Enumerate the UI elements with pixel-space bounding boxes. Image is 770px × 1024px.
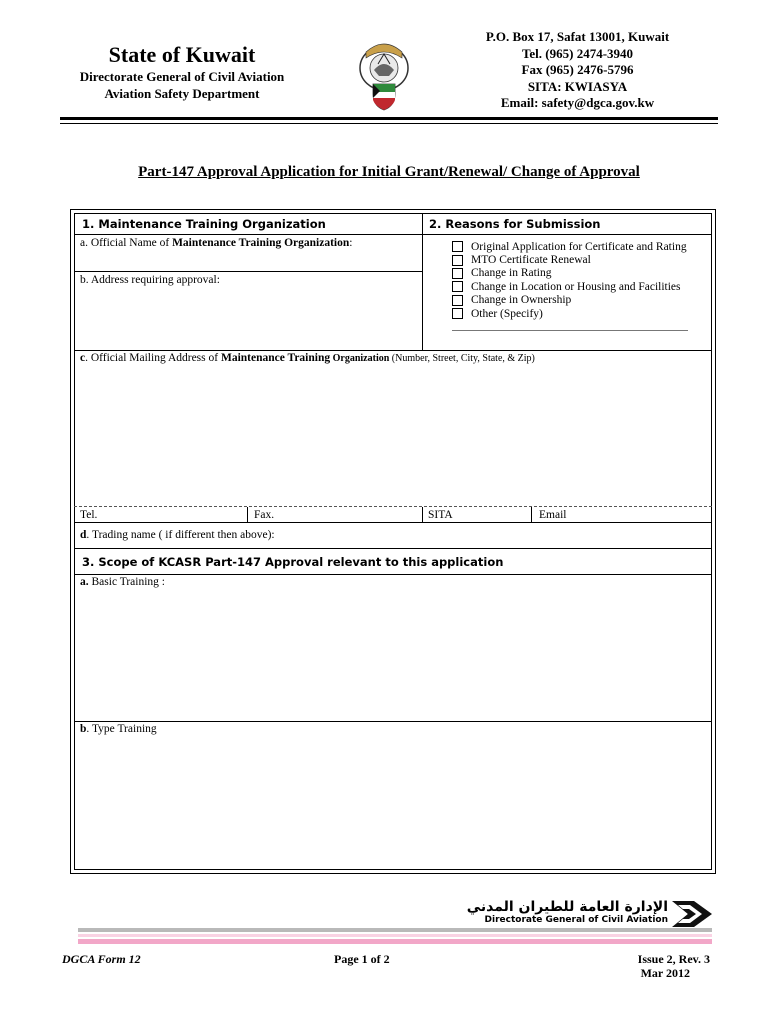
kuwait-emblem-icon (356, 40, 412, 112)
other-specify-line[interactable] (452, 330, 688, 331)
type-training-field[interactable] (80, 723, 157, 735)
chevron-right-icon (672, 901, 712, 927)
divider (74, 721, 712, 722)
checkbox[interactable] (452, 241, 463, 252)
header-rule-thin (60, 123, 718, 124)
reason-option[interactable] (452, 240, 687, 253)
reason-label: MTO Certificate Renewal (471, 254, 591, 267)
header-rule-thick (60, 117, 718, 120)
field-prefix: b (80, 723, 87, 735)
directorate-name: Directorate General of Civil Aviation (79, 69, 285, 84)
trading-name-field[interactable] (80, 529, 275, 541)
reason-label: Other (Specify) (471, 307, 543, 320)
email-field[interactable]: Email (539, 509, 567, 521)
contact-email[interactable]: Email: safety@dgca.gov.kw (500, 95, 655, 110)
divider (247, 507, 248, 522)
page-number: Page 1 of 2 (334, 952, 390, 966)
reason-option[interactable] (452, 253, 591, 266)
divider (74, 350, 712, 351)
section3-heading: 3. Scope of KCASR Part-147 Approval relevant to this application (82, 555, 504, 569)
divider (74, 234, 712, 235)
mailing-address-field[interactable] (80, 352, 535, 364)
reason-label: Change in Ownership (471, 294, 572, 307)
reason-option[interactable] (452, 307, 543, 320)
department-name: Aviation Safety Department (104, 86, 260, 101)
checkbox[interactable] (452, 308, 463, 319)
tel-field[interactable]: Tel. (80, 509, 98, 521)
field-label: . Type Training (86, 723, 157, 735)
reason-label: Change in Location or Housing and Facilities (471, 280, 681, 293)
state-title: State of Kuwait (108, 42, 256, 67)
field-label: . Address requiring approval: (85, 274, 220, 286)
field-label: . Official Name of (85, 237, 173, 249)
basic-training-field[interactable] (80, 576, 165, 588)
field-label-bold: Organization (330, 353, 390, 364)
fax-field[interactable]: Fax. (254, 509, 275, 521)
official-name-field[interactable] (80, 237, 352, 249)
reason-label: Original Application for Certificate and Rating (471, 240, 687, 253)
section2-heading: 2. Reasons for Submission (429, 217, 601, 231)
footer-stripe-grey (78, 928, 712, 932)
divider (74, 271, 422, 272)
contact-address: P.O. Box 17, Safat 13001, Kuwait (485, 29, 670, 44)
field-label: Basic Training : (88, 576, 165, 588)
field-prefix: b (80, 274, 86, 286)
issue-date: Mar 2012 (640, 966, 690, 980)
field-prefix: d (80, 529, 87, 541)
field-label: . Official Mailing Address of (85, 352, 221, 364)
header-left (60, 42, 304, 102)
divider (422, 507, 423, 522)
field-label-bold: Maintenance Training (220, 352, 331, 364)
field-prefix: a. (80, 576, 89, 588)
checkbox[interactable] (452, 281, 463, 292)
field-prefix: c (80, 352, 86, 364)
field-note: (Number, Street, City, State, & Zip) (389, 353, 535, 364)
contact-fax: Fax (965) 2476-5796 (521, 62, 634, 77)
reason-option[interactable] (452, 267, 552, 280)
address-field[interactable] (80, 274, 220, 286)
field-prefix: a (80, 237, 86, 249)
divider (422, 213, 423, 351)
form-title: Part-147 Approval Application for Initial Grant/Renewal/ Change of Approval (138, 164, 640, 180)
reason-label: Change in Rating (471, 267, 552, 280)
divider (74, 548, 712, 549)
checkbox[interactable] (452, 268, 463, 279)
divider (74, 574, 712, 575)
checkbox[interactable] (452, 295, 463, 306)
form-frame-inner (74, 213, 712, 870)
reason-option[interactable] (452, 294, 571, 307)
section1-heading: 1. Maintenance Training Organization (82, 217, 326, 231)
contact-sita: SITA: KWIASYA (527, 78, 628, 94)
footer-stripe-pink (78, 939, 712, 944)
footer-stripe-pink-light (78, 934, 712, 937)
issue-revision: Issue 2, Rev. 3 (637, 952, 710, 966)
contact-tel: Tel. (965) 2474-3940 (521, 45, 634, 61)
form-number: DGCA Form 12 (62, 952, 141, 966)
checkbox[interactable] (452, 255, 463, 266)
divider (74, 506, 712, 507)
sita-field[interactable]: SITA (428, 509, 453, 521)
field-label: . Trading name ( if different then above): (86, 529, 275, 541)
divider (74, 522, 712, 523)
field-label-suffix: : (349, 237, 353, 249)
dgca-english-name: Directorate General of Civil Aviation (484, 915, 668, 925)
dgca-arabic-name: الإدارة العامة للطيران المدني (466, 899, 668, 915)
field-label-bold: Maintenance Training Organization (172, 237, 350, 249)
reason-option[interactable] (452, 280, 681, 293)
divider (531, 507, 532, 522)
contact-block (470, 29, 685, 112)
